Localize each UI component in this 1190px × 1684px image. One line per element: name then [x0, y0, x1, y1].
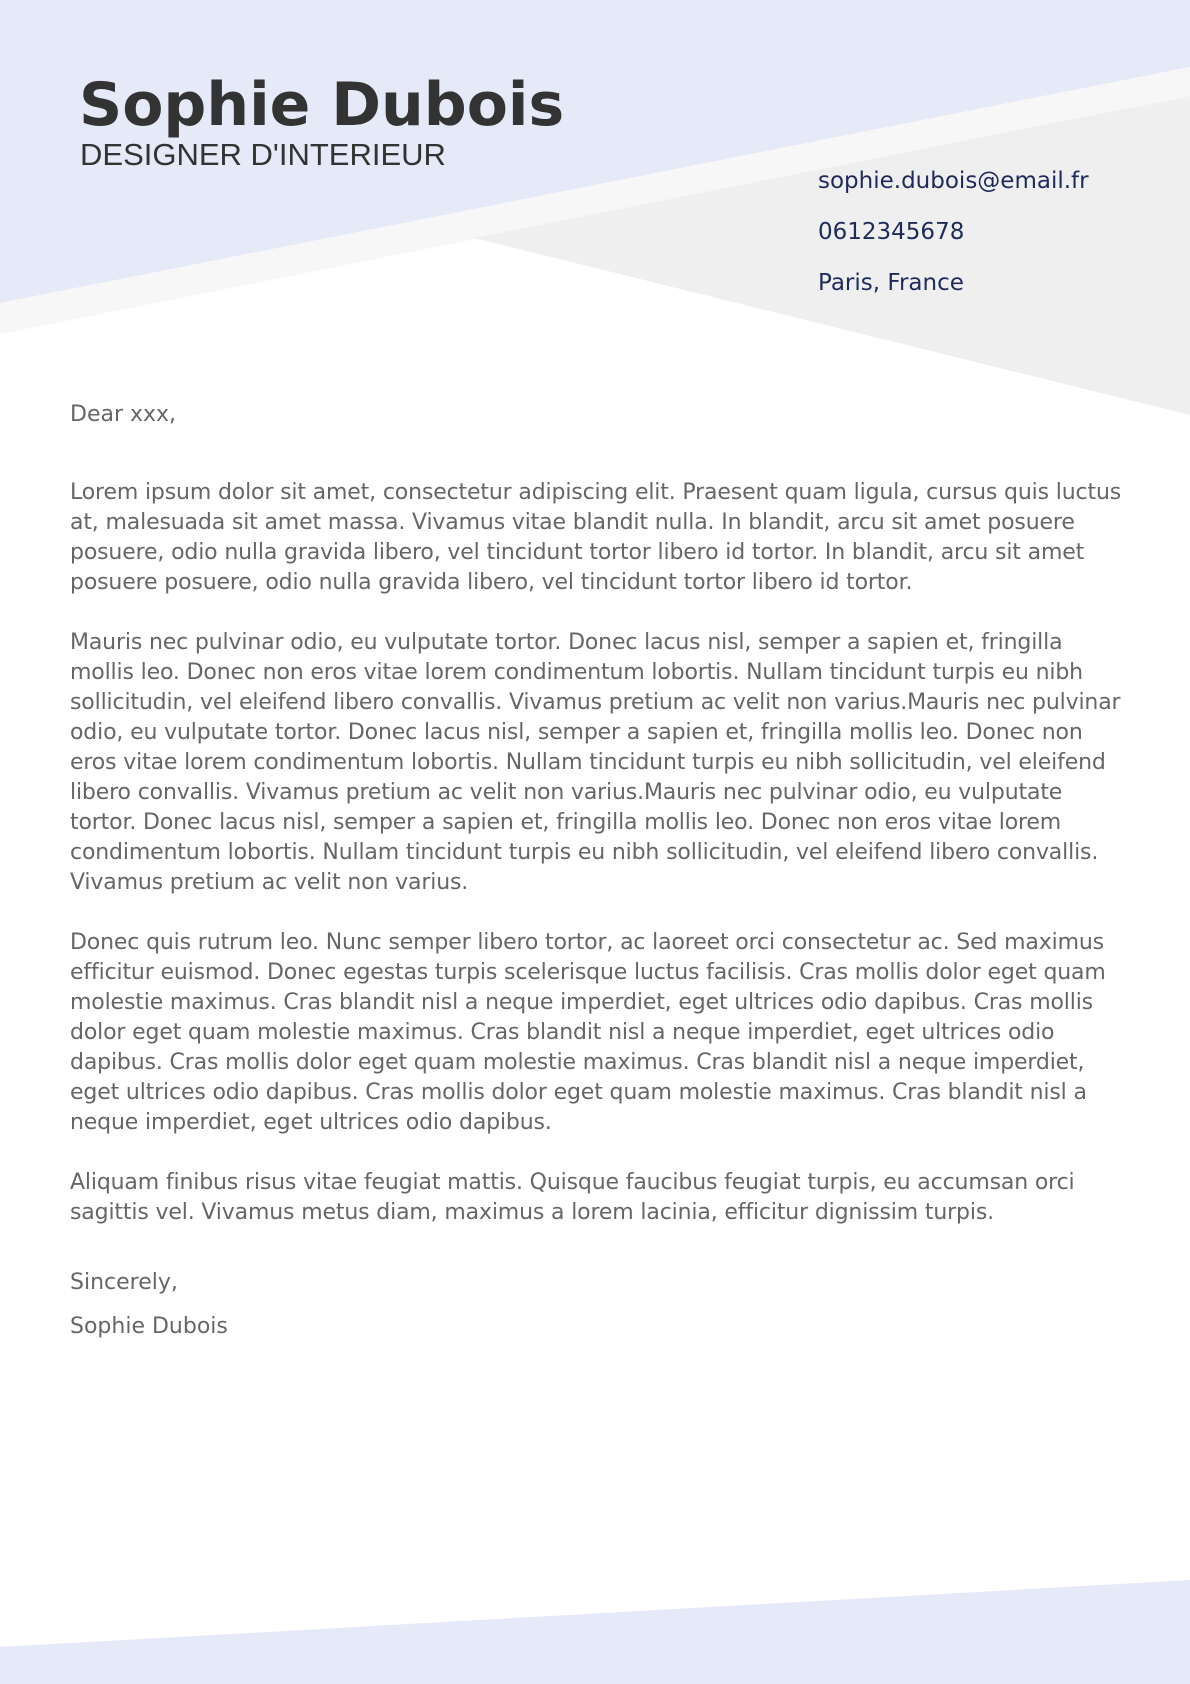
candidate-name: Sophie Dubois [79, 70, 565, 140]
letter-paragraph-3: Donec quis rutrum leo. Nunc semper libero tortor, ac laoreet orci consectetur ac. Sed maximus efficitur euismod. Donec egestas turpis scelerisque luctus facilisis. Cras mollis dolor eget quam molestie maximus. Cras blandit nisl a neque imperdiet, eget ultrices odio dapibus. Cras mollis dolor eget quam molestie maximus. Cras blandit nisl a neque imperdiet, eget ultrices odio dapibus. Cras mollis dolor eget quam molestie maximus. Cras blandit nisl a neque imperdiet, eget ultrices odio dapibus. Cras mollis dolor eget quam molestie maximus. Cras blandit nisl a neque imperdiet, eget ultrices odio dapibus. [70, 930, 1106, 1135]
job-title: DESIGNER D'INTERIEUR [80, 137, 446, 172]
footer-band-shape [0, 1580, 1190, 1684]
contact-email[interactable]: sophie.dubois@email.fr [818, 168, 1089, 194]
letter-body [70, 400, 1130, 1342]
letter-closing: Sincerely, [70, 1270, 178, 1295]
contact-phone[interactable]: 0612345678 [818, 219, 965, 245]
contact-block [818, 168, 1089, 321]
letter-greeting: Dear xxx, [70, 402, 177, 427]
letter-signature: Sophie Dubois [70, 1314, 228, 1339]
letter-paragraph-1: Lorem ipsum dolor sit amet, consectetur adipiscing elit. Praesent quam ligula, cursus quis luctus at, malesuada sit amet massa. Vivamus vitae blandit nulla. In blandit, arcu sit amet posuere posuere, odio nulla gravida libero, vel tincidunt tortor libero id tortor. In blandit, arcu sit amet posuere posuere, odio nulla gravida libero, vel tincidunt tortor libero id tortor. [70, 480, 1122, 595]
letter-paragraph-4: Aliquam finibus risus vitae feugiat mattis. Quisque faucibus feugiat turpis, eu accumsan orci sagittis vel. Vivamus metus diam, maximus a lorem lacinia, efficitur dignissim turpis. [70, 1170, 1075, 1225]
contact-location: Paris, France [818, 270, 964, 296]
letter-paragraph-2: Mauris nec pulvinar odio, eu vulputate tortor. Donec lacus nisl, semper a sapien et, fringilla mollis leo. Donec non eros vitae lorem condimentum lobortis. Nullam tincidunt turpis eu nibh sollicitudin, vel eleifend libero convallis. Vivamus pretium ac velit non varius.Mauris nec pulvinar odio, eu vulputate tortor. Donec lacus nisl, semper a sapien et, fringilla mollis leo. Donec non eros vitae lorem condimentum lobortis. Nullam tincidunt turpis eu nibh sollicitudin, vel eleifend libero convallis. Vivamus pretium ac velit non varius.Mauris nec pulvinar odio, eu vulputate tortor. Donec lacus nisl, semper a sapien et, fringilla mollis leo. Donec non eros vitae lorem condimentum lobortis. Nullam tincidunt turpis eu nibh sollicitudin, vel eleifend libero convallis. Vivamus pretium ac velit non varius. [70, 630, 1121, 895]
